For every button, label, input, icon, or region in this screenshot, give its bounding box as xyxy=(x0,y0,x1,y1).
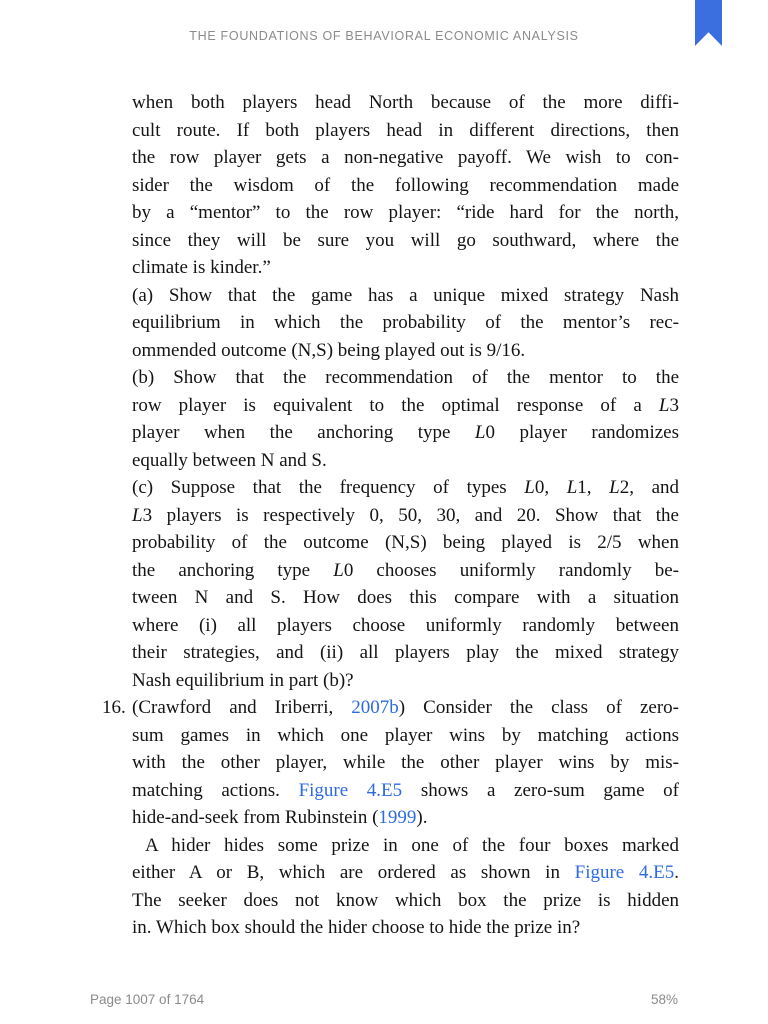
text-line xyxy=(132,172,679,200)
text-line xyxy=(132,282,679,310)
text-segment: ommended outcome (N,S) being played out is 9/16. xyxy=(132,339,526,361)
text-line xyxy=(132,887,679,915)
text-segment: (Crawford and Iriberri, xyxy=(132,697,352,718)
text-segment: ). xyxy=(416,807,428,828)
text-line xyxy=(132,584,679,612)
text-line xyxy=(132,804,679,832)
text-segment: by a “mentor” to the row player: “ride hard for the north, xyxy=(132,202,679,223)
text-segment: since they will be sure you will go southward, where the xyxy=(132,229,679,251)
text-line xyxy=(132,914,679,942)
text-segment: L xyxy=(658,394,670,416)
list-item-number: 16. xyxy=(102,697,126,718)
text-segment: . xyxy=(674,862,679,883)
text-segment: shows a zero-sum game of xyxy=(402,779,679,801)
text-segment: L xyxy=(333,559,344,581)
text-segment: (a) Show that the game has a unique mixed strategy Nash xyxy=(132,284,679,306)
progress-percentage: 58% xyxy=(650,992,678,1007)
text-segment: player when the anchoring type xyxy=(132,422,475,443)
text-segment: A hider hides some prize in one of the four boxes marked xyxy=(145,834,679,856)
text-line xyxy=(132,337,679,365)
reader-footer xyxy=(0,992,768,1012)
text-line xyxy=(132,199,679,227)
text-segment: 2, and xyxy=(619,477,680,498)
text-line xyxy=(132,639,679,667)
text-segment: in. Which box should the hider choose to hide the prize in? xyxy=(132,917,581,938)
text-segment: 1, xyxy=(577,477,610,498)
text-line xyxy=(132,557,679,585)
text-segment: (c) Suppose that the frequency of types xyxy=(132,477,525,498)
text-line xyxy=(132,392,679,420)
reference-link[interactable]: Figure 4.E5 xyxy=(574,862,675,883)
text-line xyxy=(132,144,679,172)
text-line xyxy=(132,447,679,475)
text-segment: L xyxy=(524,477,535,498)
text-segment: matching actions. xyxy=(132,779,299,801)
text-line xyxy=(132,722,679,750)
page-text xyxy=(102,89,680,942)
text-segment: 0 player randomizes xyxy=(485,422,679,443)
text-line xyxy=(132,749,679,777)
text-line xyxy=(102,694,679,722)
text-segment: climate is kinder.” xyxy=(132,257,271,278)
reference-link[interactable]: 2007b xyxy=(351,697,399,718)
text-line xyxy=(132,777,679,805)
text-segment: probability of the outcome (N,S) being played is 2/5 when xyxy=(132,532,679,553)
page-number-label: Page 1007 of 1764 xyxy=(90,992,205,1007)
text-line xyxy=(132,529,679,557)
text-segment: with the other player, while the other player wins by mis- xyxy=(132,752,679,773)
text-segment: Nash equilibrium in part (b)? xyxy=(132,669,354,691)
text-segment: the anchoring type xyxy=(132,559,334,581)
text-line xyxy=(132,832,679,860)
text-segment: 0, xyxy=(534,477,567,498)
reference-link[interactable]: Figure 4.E5 xyxy=(298,779,403,801)
text-segment: L xyxy=(474,422,486,443)
text-segment: their strategies, and (ii) all players play the mixed strategy xyxy=(132,642,679,663)
text-segment: row player is equivalent to the optimal response of a xyxy=(132,394,659,416)
text-line xyxy=(132,117,679,145)
text-segment: hide-and-seek from Rubinstein ( xyxy=(132,807,379,828)
text-line xyxy=(132,502,679,530)
text-line xyxy=(132,859,679,887)
text-line xyxy=(132,667,679,695)
text-segment: equilibrium in which the probability of the mentor’s rec- xyxy=(132,312,679,333)
text-segment: where (i) all players choose uniformly randomly between xyxy=(132,614,679,636)
text-segment: 3 players is respectively 0, 50, 30, and 20. Show that the xyxy=(142,504,679,526)
book-title-header: THE FOUNDATIONS OF BEHAVIORAL ECONOMIC ANALYSIS xyxy=(189,29,579,43)
text-segment: L xyxy=(132,504,143,526)
text-line xyxy=(132,254,679,282)
text-line xyxy=(132,364,679,392)
text-line xyxy=(132,89,679,117)
text-segment: 0 chooses uniformly randomly be- xyxy=(343,559,679,581)
text-line xyxy=(132,612,679,640)
text-segment: equally between N and S. xyxy=(132,449,327,471)
text-line xyxy=(132,227,679,255)
text-segment: L xyxy=(566,477,578,498)
text-line xyxy=(132,419,679,447)
text-segment: sider the wisdom of the following recommendation made xyxy=(132,174,679,196)
text-segment: the row player gets a non-negative payoff. We wish to con- xyxy=(132,147,679,168)
text-segment: 3 xyxy=(669,394,679,416)
text-segment: sum games in which one player wins by matching actions xyxy=(132,724,679,746)
text-segment: (b) Show that the recommendation of the mentor to the xyxy=(132,367,679,388)
text-line xyxy=(132,309,679,337)
text-segment: tween N and S. How does this compare with a situation xyxy=(132,587,679,608)
text-segment: L xyxy=(609,477,620,498)
text-line xyxy=(132,474,679,502)
text-segment: cult route. If both players head in different directions, then xyxy=(132,119,679,141)
text-segment: when both players head North because of the more diffi- xyxy=(132,92,679,113)
text-segment: The seeker does not know which box the prize is hidden xyxy=(132,889,679,911)
text-segment: ) Consider the class of zero- xyxy=(398,697,679,718)
text-segment: either A or B, which are ordered as shown in xyxy=(132,862,575,883)
reference-link[interactable]: 1999 xyxy=(378,807,417,828)
